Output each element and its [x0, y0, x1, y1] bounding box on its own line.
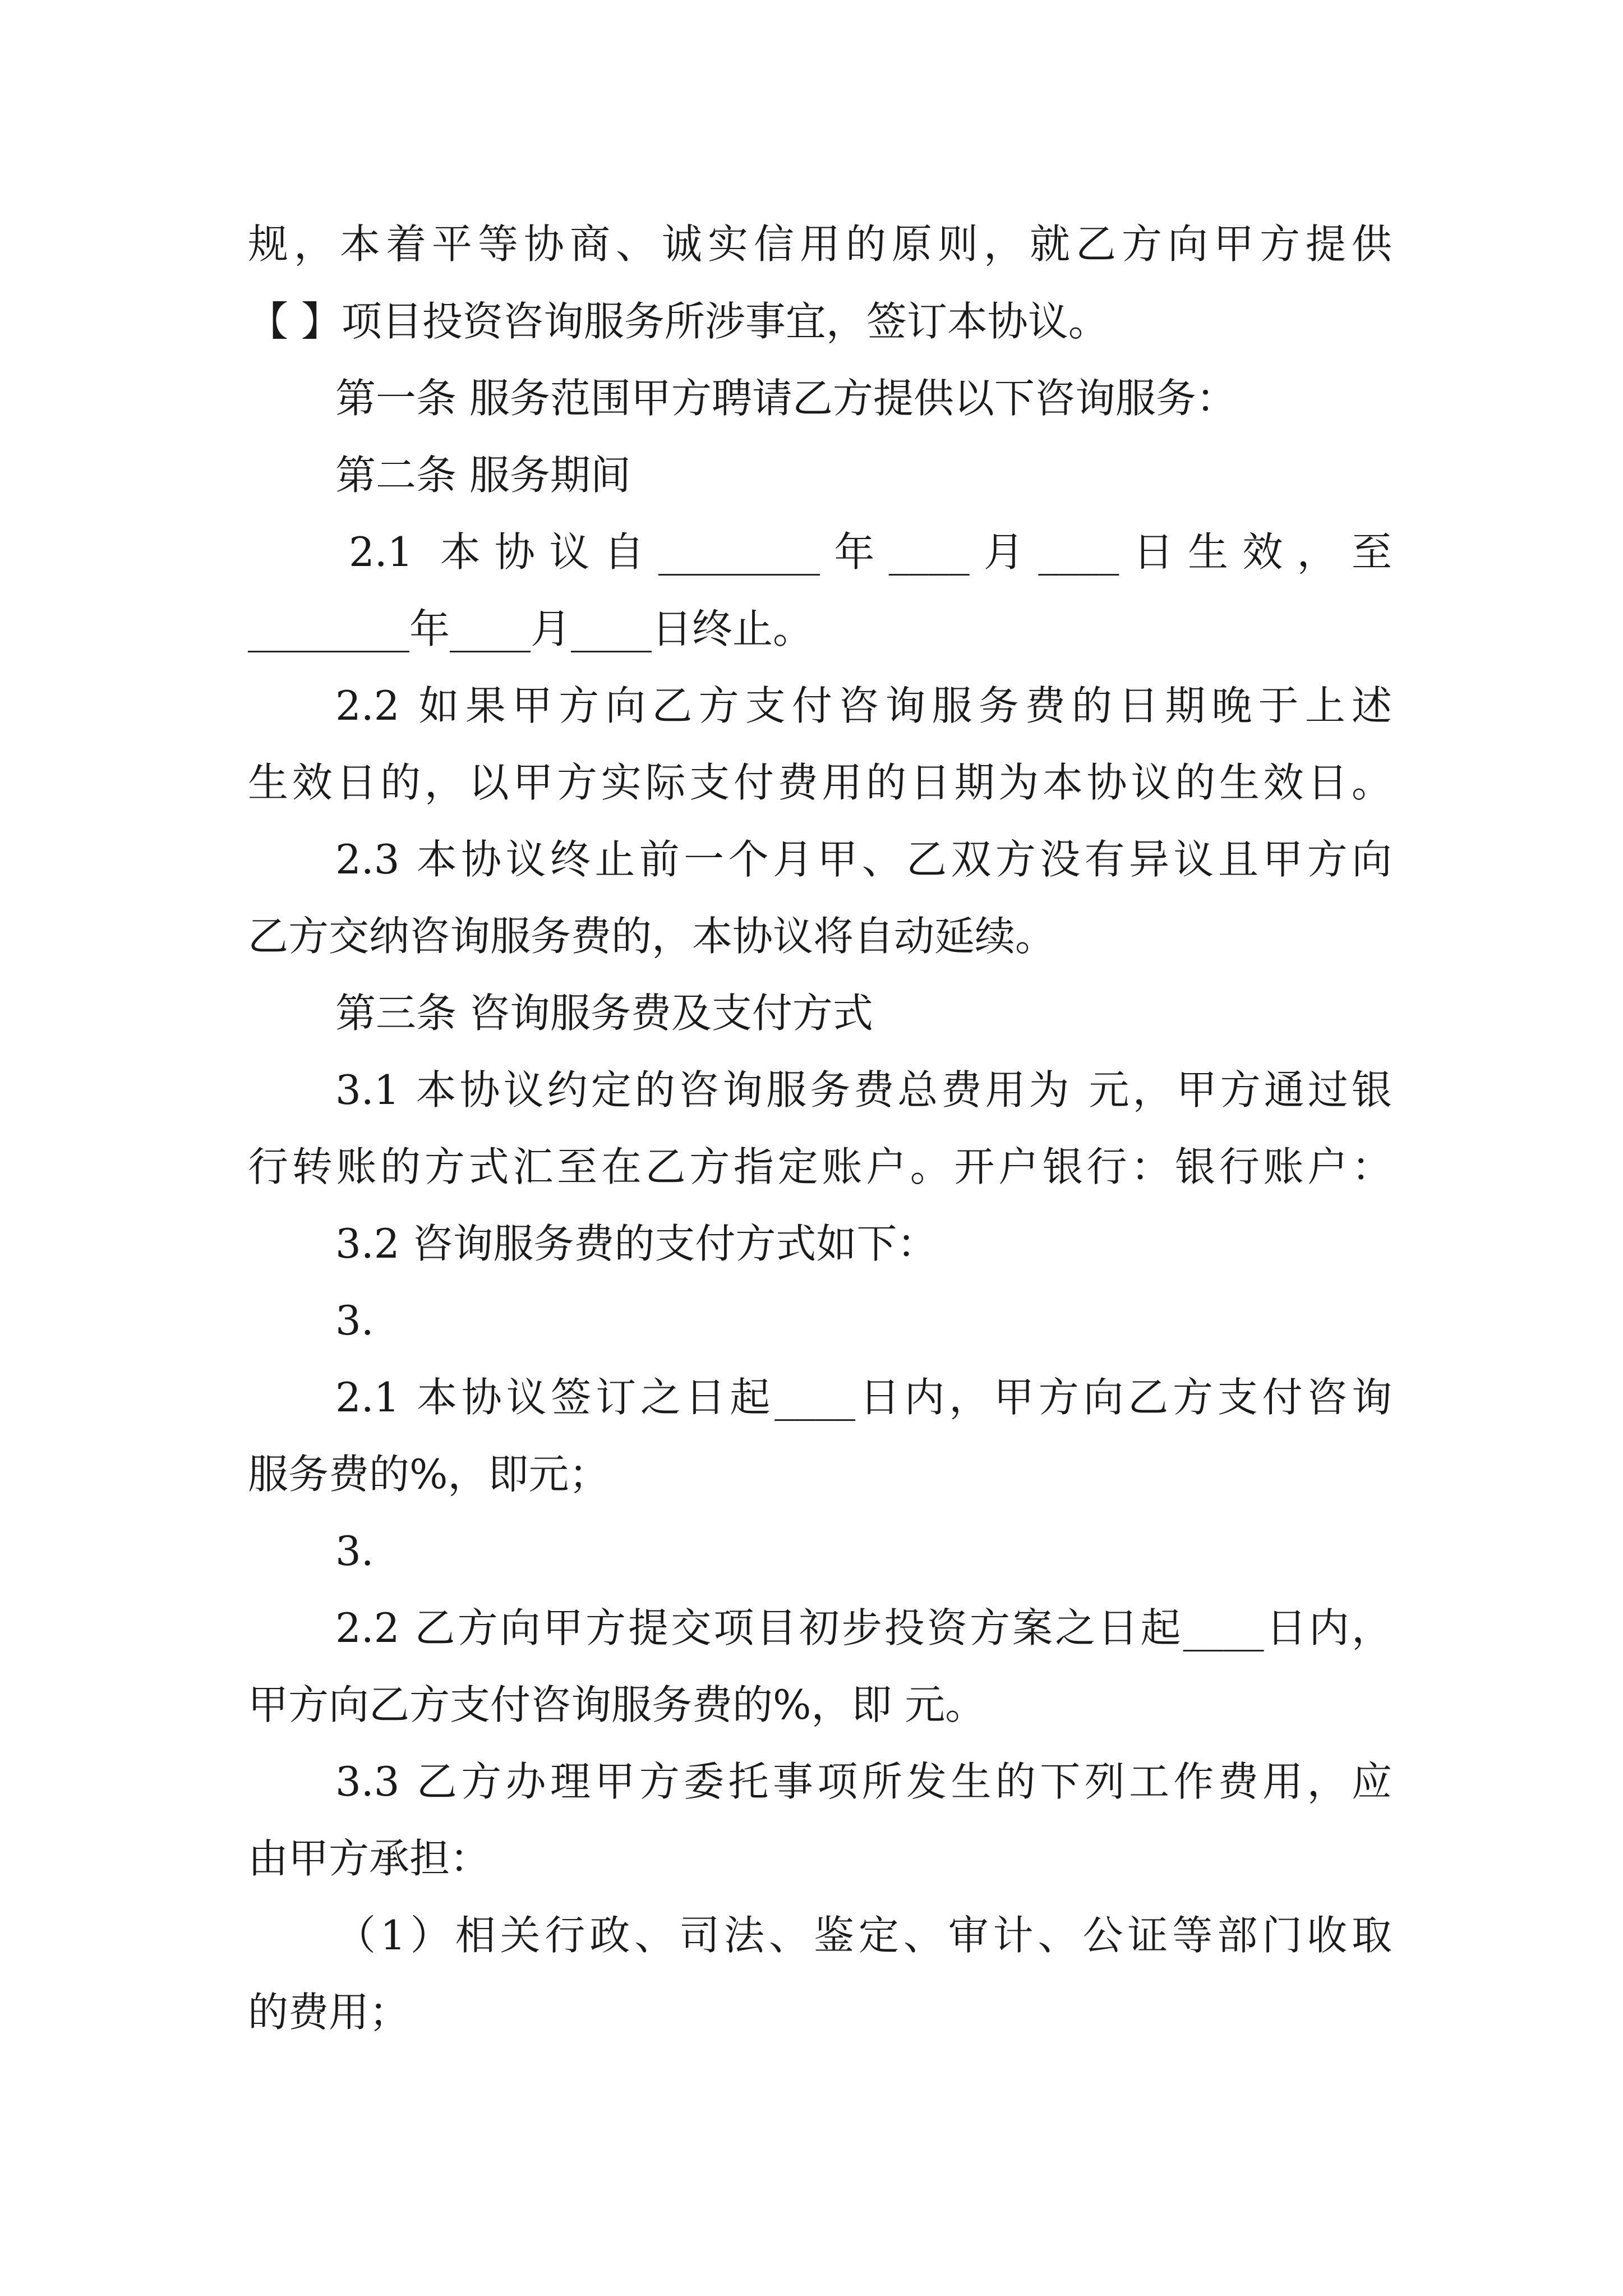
clause-2-2-line: 生效日的，以甲方实际支付费用的日期为本协议的生效日。: [248, 759, 1392, 806]
list-item-line: 的费用；: [248, 1989, 410, 2036]
clause-2-1-line: ________年____月____日终止。: [248, 605, 814, 652]
clause-3-2-line: 3.2 咨询服务费的支付方式如下：: [335, 1220, 938, 1267]
clause-3-1-line: 3.1 本协议约定的咨询服务费总费用为 元，甲方通过银: [335, 1066, 1392, 1114]
clause-2-1-line: 2.1 本协议自________年____月____日生效，至: [349, 528, 1392, 576]
clause-3-3-line: 3.3 乙方办理甲方委托事项所发生的下列工作费用，应: [335, 1758, 1392, 1805]
article-heading-3: 第三条 咨询服务费及支付方式: [335, 990, 873, 1037]
clause-3-1-line: 行转账的方式汇至在乙方指定账户。开户银行：银行账户：: [248, 1143, 1392, 1190]
clause-line: 2.1 本协议签订之日起____日内，甲方向乙方支付咨询: [335, 1374, 1392, 1421]
clause-line: 甲方向乙方支付咨询服务费的%，即 元。: [248, 1681, 986, 1728]
paragraph-line: 【 】项目投资咨询服务所涉事宜，签订本协议。: [248, 298, 1109, 345]
clause-2-3-line: 2.3 本协议终止前一个月甲、乙双方没有异议且甲方向: [335, 836, 1392, 883]
list-item-line: （1）相关行政、司法、鉴定、审计、公证等部门收取: [335, 1912, 1392, 1959]
article-heading-2: 第二条 服务期间: [335, 452, 631, 499]
clause-2-2-line: 2.2 如果甲方向乙方支付咨询服务费的日期晚于上述: [335, 682, 1392, 729]
article-heading-1: 第一条 服务范围甲方聘请乙方提供以下咨询服务：: [335, 375, 1237, 422]
clause-3-3-line: 由甲方承担：: [248, 1835, 491, 1882]
paragraph-line: 规，本着平等协商、诚实信用的原则，就乙方向甲方提供: [248, 220, 1392, 268]
clause-2-3-line: 乙方交纳咨询服务费的，本协议将自动延续。: [248, 913, 1056, 960]
clause-number: 3.: [335, 1297, 374, 1344]
clause-line: 2.2 乙方向甲方提交项目初步投资方案之日起____日内，: [335, 1604, 1392, 1651]
clause-number: 3.: [335, 1527, 374, 1575]
clause-line: 服务费的%，即元；: [248, 1451, 610, 1498]
